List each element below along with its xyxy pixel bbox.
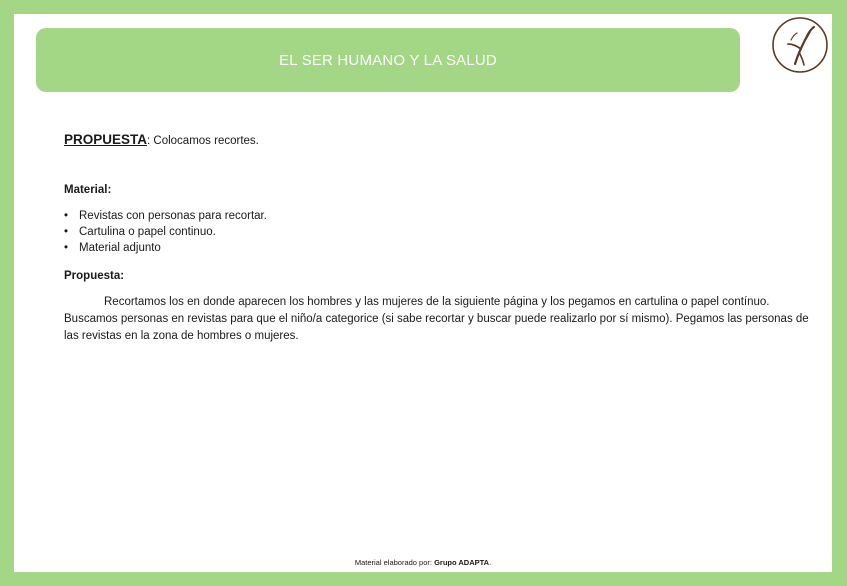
dancer-logo-icon [771,16,829,74]
procedure-heading: Propuesta: [64,270,125,282]
title-banner [36,28,740,92]
footer-author: Grupo ADAPTA [434,558,490,567]
proposal-line: PROPUESTA: Colocamos recortes. [64,132,259,147]
footer-prefix: Material elaborado por: [354,558,435,567]
proposal-text: Colocamos recortes. [153,135,259,147]
list-item: • Revistas con personas para recortar. [64,208,814,224]
list-item: • Cartulina o papel continuo. [64,224,814,240]
list-item: • Material adjunto [64,240,814,256]
page-title: EL SER HUMANO Y LA SALUD [279,51,497,69]
material-heading-label: Material [64,184,108,196]
procedure-heading-label: Propuesta [64,270,121,282]
document-page [14,14,832,572]
procedure-text: Recortamos los en donde aparecen los hombres y las mujeres de la siguiente página y los pegamos en cartulina o papel contínuo. Buscamos personas en revistas para que el niño/a categorice (si sabe recortar y buscar puede realizarlo por sí mismo). Pegamos las personas de las revistas en la zona de hombres o mujeres. [64,296,809,342]
proposal-heading: PROPUESTA [64,132,148,147]
material-list [64,208,814,256]
footer-credit [14,558,832,567]
footer-suffix: . [489,558,492,567]
content-body [64,132,814,357]
material-heading: Material: [64,184,112,196]
